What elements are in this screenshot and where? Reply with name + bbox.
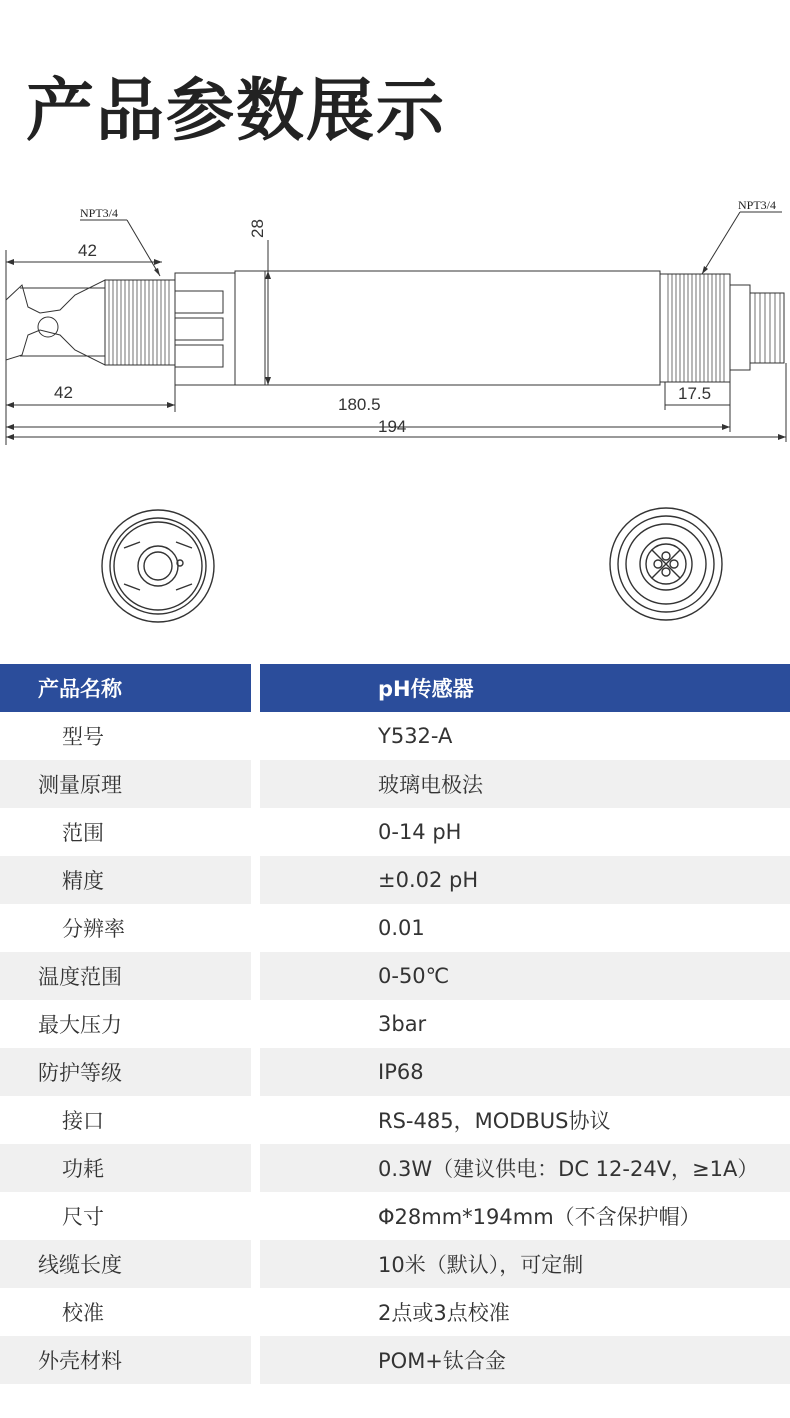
spec-value: 0.01 (378, 916, 425, 940)
dim-body: 180.5 (338, 395, 381, 414)
spec-value: 玻璃电极法 (260, 760, 790, 808)
spec-value: Φ28mm*194mm（不含保护帽） (378, 1205, 701, 1229)
right-thread-label: NPT3/4 (738, 198, 777, 212)
spec-key: 接口 (62, 1109, 104, 1133)
header-value: pH传感器 (260, 664, 790, 712)
spec-key: 线缆长度 (0, 1240, 251, 1288)
spec-key: 校准 (62, 1301, 104, 1325)
spec-key: 防护等级 (0, 1048, 251, 1096)
spec-table (0, 664, 790, 1384)
spec-value: ±0.02 pH (260, 856, 790, 904)
spec-value: 3bar (378, 1012, 427, 1036)
spec-value: 10米（默认），可定制 (260, 1240, 790, 1288)
spec-key: 功耗 (0, 1144, 251, 1192)
spec-row (0, 1144, 790, 1192)
spec-row (0, 1048, 790, 1096)
spec-value: POM+钛合金 (260, 1336, 790, 1384)
spec-value: 2点或3点校准 (378, 1301, 510, 1325)
connector-end-view (608, 506, 724, 622)
page-title: 产品参数展示 (26, 72, 447, 151)
spec-key: 外壳材料 (0, 1336, 251, 1384)
header-key: 产品名称 (0, 664, 251, 712)
spec-row (0, 760, 790, 808)
spec-row (0, 1240, 790, 1288)
spec-key: 最大压力 (38, 1013, 122, 1037)
dim-bottom-left: 42 (54, 383, 73, 402)
spec-key: 分辨率 (62, 917, 125, 941)
spec-row (0, 1192, 790, 1240)
spec-key: 测量原理 (0, 760, 251, 808)
spec-row (0, 712, 790, 760)
sensor-dimension-drawing (0, 190, 790, 460)
dim-top-left: 42 (78, 241, 97, 260)
spec-row (0, 856, 790, 904)
spec-row (0, 1096, 790, 1144)
spec-value: 0-14 pH (378, 820, 462, 844)
spec-key: 精度 (0, 856, 251, 904)
spec-key: 温度范围 (0, 952, 251, 1000)
dim-right: 17.5 (678, 384, 712, 403)
spec-value: Y532-A (378, 724, 453, 748)
spec-row (0, 1336, 790, 1384)
left-thread-label: NPT3/4 (80, 206, 119, 220)
spec-table-header (0, 664, 790, 712)
spec-row (0, 1288, 790, 1336)
spec-key: 范围 (62, 821, 104, 845)
spec-value: 0-50℃ (260, 952, 790, 1000)
spec-value: IP68 (260, 1048, 790, 1096)
spec-key: 尺寸 (62, 1205, 104, 1229)
dim-total: 194 (378, 417, 407, 436)
spec-row (0, 904, 790, 952)
spec-row (0, 1000, 790, 1048)
spec-value: 0.3W（建议供电：DC 12-24V，≥1A） (260, 1144, 790, 1192)
spec-value: RS-485，MODBUS协议 (378, 1109, 611, 1133)
probe-end-view (100, 508, 216, 624)
spec-row (0, 952, 790, 1000)
spec-row (0, 808, 790, 856)
spec-key: 型号 (62, 725, 104, 749)
dim-diameter: 28 (248, 219, 267, 238)
